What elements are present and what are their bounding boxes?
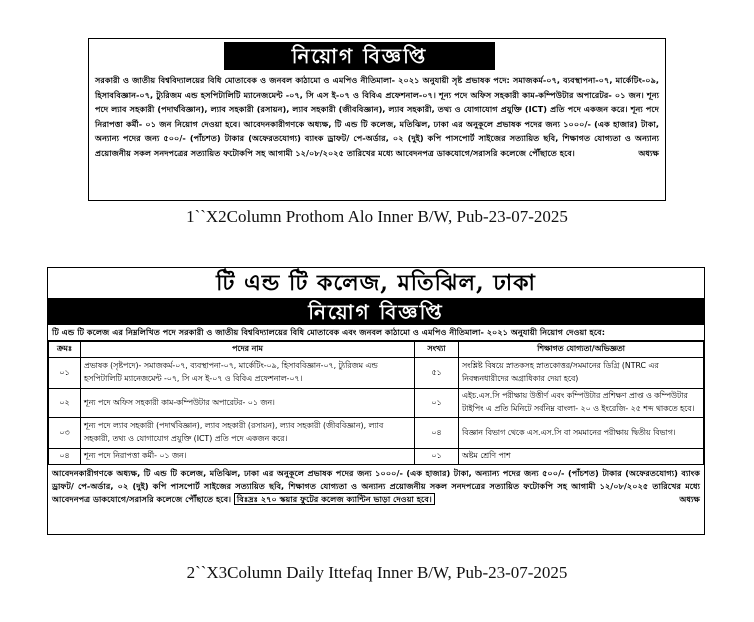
row-post: শূন্য পদে অফিস সহকারী কাম-কম্পিউটার অপারেটর- ০১ জন। (81, 389, 415, 418)
row-qualification: এইচ.এস.সি পরীক্ষায় উত্তীর্ণ এবং কম্পিউটার প্রশিক্ষণ প্রাপ্ত ও কম্পিউটার টাইপিং এ প্রতি মিনিটে সর্বনিম্ন বাংলা- ২০ ও ইংরেজি- ২৫ শব্দ থাকতে হবে। (459, 389, 704, 418)
college-name: টি এন্ড টি কলেজ, মতিঝিল, ঢাকা (48, 268, 704, 299)
canteen-notice: বিঃদ্রঃ ২৭০ স্কয়ার ফুটের কলেজ ক্যান্টিন ভাড়া দেওয়া হবে। (234, 493, 435, 505)
caption-prothom-alo: 1``X2Column Prothom Alo Inner B/W, Pub-23-07-2025 (186, 207, 568, 226)
row-serial: ০১ (49, 358, 81, 389)
row-count: ৫১ (415, 358, 459, 389)
row-count: ০৪ (415, 418, 459, 449)
advertisement-prothom-alo (88, 38, 666, 201)
ad1-body (89, 73, 665, 160)
row-qualification: অষ্টম শ্রেণি পাশ (459, 449, 704, 465)
col-post: পদের নাম (81, 342, 415, 358)
ad2-footer (48, 465, 704, 508)
row-qualification: সংশ্লিষ্ট বিষয়ে স্নাতকসহ স্নাতকোত্তর/সমমানের ডিগ্রি (NTRC এর নিবন্ধনধারীদের অগ্রাধিকার দেয়া হবে) (459, 358, 704, 389)
advertisement-ittefaq (47, 267, 705, 535)
row-qualification: বিজ্ঞান বিভাগ থেকে এস.এস.সি বা সমমানের পরীক্ষায় দ্বিতীয় বিভাগ। (459, 418, 704, 449)
ad2-banner: নিয়োগ বিজ্ঞপ্তি (48, 299, 704, 325)
row-post: প্রভাষক (সৃষ্টপদে)- সমাজকর্ম-০৭, ব্যবস্থাপনা-০৭, মার্কেটিং-০৯, হিসাববিজ্ঞান-০৭, ট্যুরিজম এন্ড হসপিটালিটি ম্যানেজমেন্ট -০৭, সি এস ই-০৭ ও বিবিএ প্রফেশনাল-০৭। (81, 358, 415, 389)
row-count: ০১ (415, 389, 459, 418)
ad1-signature: অধ্যক্ষ (638, 147, 659, 158)
table-row (49, 418, 704, 449)
vacancy-table (48, 341, 704, 465)
row-post: শূন্য পদে ল্যাব সহকারী (পদার্থবিজ্ঞান), ল্যাব সহকারী (রসায়ন), ল্যাব সহকারী (জীববিজ্ঞান), ল্যাব সহকারী, তথ্য ও যোগাযোগ প্রযুক্তি (ICT) প্রতি পদে একজন করে। (81, 418, 415, 449)
col-count: সংখ্যা (415, 342, 459, 358)
row-count: ০১ (415, 449, 459, 465)
row-serial: ০৪ (49, 449, 81, 465)
ad1-body-text: সরকারী ও জাতীয় বিশ্ববিদ্যালয়ের বিধি মোতাবেক ও জনবল কাঠামো ও এমপিও নীতিমালা- ২০২১ অনুযায়ী সৃষ্ট প্রভাষক পদে: সমাজকর্ম-০৭, ব্যবস্থাপনা-০৭, মার্কেটিং-০৯, হিসাববিজ্ঞান-০৭, ট্যুরিজম এন্ড হসপিটালিটি ম্যানেজমেন্ট -০৭, সি এস ই-০৭ ও বিবিএ প্রফেশনাল-০৭। শূন্য পদে অফিস সহকারী কাম-কম্পিউটার অপারেটর- ০১ জন। শূন্য পদে ল্যাব সহকারী (পদার্থবিজ্ঞান), ল্যাব সহকারী (রসায়ন), ল্যাব সহকারী (জীববিজ্ঞান), ল্যাব সহকারী, তথ্য ও যোগাযোগ প্রযুক্তি (ICT) প্রতি পদে একজন করে। শূন্য পদে নিরাপত্তা কর্মী- ০১ জন নিয়োগ দেওয়া হবে। আবেদনকারীগণকে অধ্যক্ষ, টি এন্ড টি কলেজ, মতিঝিল, ঢাকা এর অনুকূলে প্রভাষক পদের জন্য ১০০০/- (এক হাজার) টাকা, অন্যান্য পদের জন্য ৫০০/- (পাঁচশত) টাকার (অফেরতযোগ্য) ব্যাংক ড্রাফট/ পে-অর্ডার, ০২ (দুই) কপি পাসপোর্ট সাইজের সত্যায়িত ছবি, শিক্ষাগত যোগ্যতা ও অন্যান্য প্রয়োজনীয় সকল সনদপত্রের সত্যায়িত ফটোকপি সহ আগামী ১২/০৮/২০২৫ তারিখের মধ্যে আবেদনপত্র ডাকযোগে/সরাসরি কলেজে পৌঁছাতে হবে। (95, 75, 659, 158)
ad1-banner: নিয়োগ বিজ্ঞপ্তি (224, 42, 495, 70)
row-serial: ০৩ (49, 418, 81, 449)
col-qualification: শিক্ষাগত যোগ্যতা/অভিজ্ঞতা (459, 342, 704, 358)
ad2-footer-text: আবেদনকারীগণকে অধ্যক্ষ, টি এন্ড টি কলেজ, মতিঝিল, ঢাকা এর অনুকূলে প্রভাষক পদের জন্য ১০০০/- (এক হাজার) টাকা, অন্যান্য পদের জন্য ৫০০/- (পাঁচশত) টাকার (অফেরতযোগ্য) ব্যাংক ড্রাফট/ পে-অর্ডার, ০২ (দুই) কপি পাসপোর্ট সাইজের সত্যায়িত ছবি, শিক্ষাগত যোগ্যতা ও অন্যান্য প্রয়োজনীয় সকল সনদপত্রের সত্যায়িত ফটোকপি সহ আগামী ১২/০৮/২০২৫ তারিখের মধ্যে আবেদনপত্র ডাকযোগে/সরাসরি কলেজে পৌঁছাতে হবে। (52, 468, 700, 504)
ad2-intro: টি এন্ড টি কলেজ এর নিম্নলিখিত পদে সরকারী ও জাতীয় বিশ্ববিদ্যালয়ের বিধি মোতাবেক এবং জনবল কাঠামো ও এমপিও নীতিমালা- ২০২১ অনুযায়ী নিয়োগ দেওয়া হবে: (48, 325, 704, 341)
col-serial: ক্রমঃ (49, 342, 81, 358)
table-row (49, 449, 704, 465)
table-row (49, 358, 704, 389)
row-serial: ০২ (49, 389, 81, 418)
row-post: শূন্য পদে নিরাপত্তা কর্মী- ০১ জন। (81, 449, 415, 465)
caption-ittefaq: 2``X3Column Daily Ittefaq Inner B/W, Pub-23-07-2025 (186, 563, 568, 582)
ad2-signature: অধ্যক্ষ (679, 494, 700, 504)
table-header-row (49, 342, 704, 358)
table-row (49, 389, 704, 418)
